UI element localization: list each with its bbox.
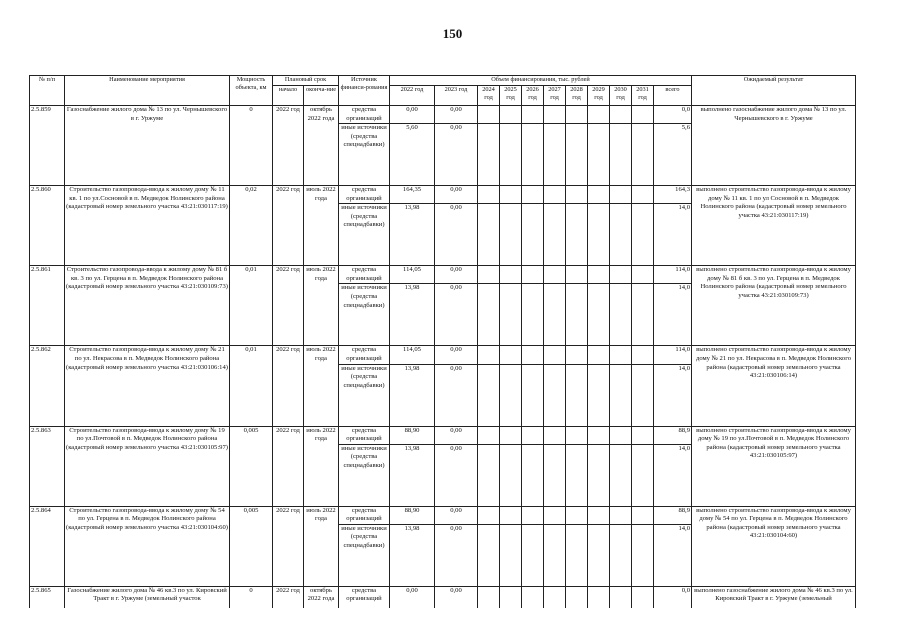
amount-empty (610, 204, 632, 266)
header-result: Ожидаемый результат (692, 76, 856, 106)
item-capacity: 0,02 (230, 186, 273, 266)
amount-empty (544, 106, 566, 124)
item-number: 2.5.864 (30, 506, 65, 586)
amount-empty (500, 524, 522, 586)
table-row (30, 106, 856, 124)
amount-empty (632, 186, 654, 204)
expected-result: выполнено строительство газопровода-ввода к жилому дому № 81 б кв. 3 по ул. Герцена в п. Медведок Нолинского района (кадастровый номер земельного участка 43:21:030109:73) (692, 266, 856, 346)
amount-2023: 0,00 (435, 524, 478, 586)
amount-total: 0,0 (654, 106, 692, 124)
funding-source: средства организаций (339, 186, 390, 204)
amount-2023: 0,00 (435, 346, 478, 364)
amount-empty (500, 364, 522, 426)
funding-source: средства организаций (339, 586, 390, 608)
amount-empty (632, 524, 654, 586)
amount-empty (478, 284, 500, 346)
funding-source: иные источники (средства спецнадбавки) (339, 124, 390, 186)
header-num: № п/п (30, 76, 65, 106)
item-number: 2.5.860 (30, 186, 65, 266)
amount-empty (588, 186, 610, 204)
amount-empty (478, 186, 500, 204)
funding-source: средства организаций (339, 426, 390, 444)
amount-empty (566, 586, 588, 608)
amount-2023: 0,00 (435, 186, 478, 204)
amount-empty (500, 186, 522, 204)
expected-result: выполнено газоснабжение жилого дома № 46 кв.3 по ул. Кировский Тракт в г. Уржуме (земельный (692, 586, 856, 608)
item-name: Газоснабжение жилого дома № 46 кв.3 по ул. Кировский Тракт в г. Уржуме (земельный участок (65, 586, 230, 608)
amount-empty (566, 346, 588, 364)
amount-empty (588, 426, 610, 444)
item-name: Газоснабжение жилого дома № 13 по ул. Чернышевского в г. Уржуме (65, 106, 230, 186)
page-number: 150 (442, 26, 463, 41)
amount-total: 114,0 (654, 266, 692, 284)
amount-empty (544, 506, 566, 524)
amount-total: 88,9 (654, 426, 692, 444)
item-name: Строительство газопровода-ввода к жилому дому № 54 по ул. Герцена в п. Медведок Нолинского района (кадастровый номер земельного участка 43:21:030104:60) (65, 506, 230, 586)
item-start: 2022 год (273, 186, 304, 266)
funding-source: средства организаций (339, 266, 390, 284)
amount-empty (544, 186, 566, 204)
item-name: Строительство газопровода-ввода к жилому дому № 21 по ул. Некрасова в п. Медведок Нолинского района (кадастровый номер земельного участка 43:21:030106:14) (65, 346, 230, 426)
amount-empty (632, 426, 654, 444)
table-row (30, 506, 856, 524)
amount-empty (632, 346, 654, 364)
amount-empty (566, 364, 588, 426)
header-planned-term: Плановый срок (273, 76, 339, 86)
amount-2023: 0,00 (435, 586, 478, 608)
amount-empty (632, 204, 654, 266)
amount-2023: 0,00 (435, 364, 478, 426)
item-capacity: 0,01 (230, 266, 273, 346)
amount-empty (632, 266, 654, 284)
header-year: 2028 год (566, 86, 588, 106)
header-end: оконча-ние (304, 86, 339, 106)
header-name: Наименование мероприятия (65, 76, 230, 106)
amount-total: 14,0 (654, 284, 692, 346)
amount-empty (544, 346, 566, 364)
funding-source: иные источники (средства спецнадбавки) (339, 444, 390, 506)
item-capacity: 0 (230, 586, 273, 608)
amount-empty (500, 586, 522, 608)
amount-empty (478, 364, 500, 426)
amount-empty (500, 444, 522, 506)
amount-empty (522, 284, 544, 346)
item-capacity: 0,005 (230, 506, 273, 586)
item-start: 2022 год (273, 506, 304, 586)
item-end: июль 2022 года (304, 346, 339, 426)
amount-2023: 0,00 (435, 506, 478, 524)
header-year: 2031 год (632, 86, 654, 106)
amount-empty (566, 426, 588, 444)
header-year: 2027 год (544, 86, 566, 106)
table-row (30, 586, 856, 608)
amount-empty (566, 266, 588, 284)
table-row (30, 186, 856, 204)
amount-empty (632, 364, 654, 426)
amount-empty (544, 204, 566, 266)
amount-empty (478, 266, 500, 284)
header-year: 2024 год (478, 86, 500, 106)
amount-empty (610, 106, 632, 124)
amount-empty (522, 106, 544, 124)
amount-empty (500, 266, 522, 284)
amount-empty (610, 266, 632, 284)
amount-empty (588, 124, 610, 186)
amount-total: 164,3 (654, 186, 692, 204)
amount-empty (500, 124, 522, 186)
amount-empty (632, 106, 654, 124)
header-funding-group: Объем финансирования, тыс. рублей (390, 76, 692, 86)
item-start: 2022 год (273, 106, 304, 186)
amount-empty (522, 524, 544, 586)
amount-empty (500, 506, 522, 524)
amount-empty (544, 364, 566, 426)
amount-empty (522, 346, 544, 364)
amount-empty (478, 444, 500, 506)
amount-empty (544, 284, 566, 346)
amount-empty (588, 106, 610, 124)
amount-empty (478, 124, 500, 186)
table-body (30, 106, 856, 609)
amount-empty (478, 204, 500, 266)
item-start: 2022 год (273, 346, 304, 426)
amount-empty (610, 346, 632, 364)
amount-total: 114,0 (654, 346, 692, 364)
amount-total: 14,0 (654, 524, 692, 586)
amount-empty (478, 586, 500, 608)
funding-source: иные источники (средства спецнадбавки) (339, 204, 390, 266)
amount-empty (566, 506, 588, 524)
expected-result: выполнено строительство газопровода-ввода к жилому дому № 21 по ул. Некрасова в п. Медведок Нолинского района (кадастровый номер земельного участка 43:21:030106:14) (692, 346, 856, 426)
item-end: июль 2022 года (304, 186, 339, 266)
amount-empty (522, 586, 544, 608)
amount-2023: 0,00 (435, 266, 478, 284)
funding-source: иные источники (средства спецнадбавки) (339, 524, 390, 586)
amount-empty (522, 204, 544, 266)
amount-empty (522, 266, 544, 284)
item-end: июль 2022 года (304, 506, 339, 586)
amount-empty (500, 346, 522, 364)
expected-result: выполнено строительство газопровода-ввода к жилому дому № 11 кв. 1 по ул Сосновой в п. Медведок Нолинского района (кадастровый номер земельного участка 43:21:030117:19) (692, 186, 856, 266)
amount-empty (610, 124, 632, 186)
amount-2022: 114,05 (390, 266, 435, 284)
amount-2022: 164,35 (390, 186, 435, 204)
amount-total: 14,0 (654, 444, 692, 506)
header-year: 2030 год (610, 86, 632, 106)
table-row (30, 426, 856, 444)
amount-2022: 88,90 (390, 506, 435, 524)
amount-empty (566, 284, 588, 346)
amount-2022: 13,98 (390, 284, 435, 346)
amount-empty (522, 444, 544, 506)
header-source: Источник финанси-рования (339, 76, 390, 106)
amount-empty (500, 106, 522, 124)
table-row (30, 346, 856, 364)
header-start: начало (273, 86, 304, 106)
amount-empty (588, 364, 610, 426)
amount-empty (588, 444, 610, 506)
amount-empty (478, 426, 500, 444)
item-name: Строительство газопровода-ввода к жилому дому № 81 б кв. 3 по ул. Герцена в п. Медведок Нолинского района (кадастровый номер земельного участка 43:21:030109:73) (65, 266, 230, 346)
amount-empty (478, 346, 500, 364)
amount-2023: 0,00 (435, 204, 478, 266)
header-year: 2023 год (435, 86, 478, 106)
amount-2022: 0,00 (390, 586, 435, 608)
amount-empty (478, 106, 500, 124)
amount-empty (500, 426, 522, 444)
amount-empty (610, 364, 632, 426)
amount-empty (478, 506, 500, 524)
item-number: 2.5.859 (30, 106, 65, 186)
amount-empty (632, 284, 654, 346)
amount-empty (544, 444, 566, 506)
amount-2022: 13,98 (390, 444, 435, 506)
amount-empty (566, 204, 588, 266)
amount-empty (566, 106, 588, 124)
header-year: 2022 год (390, 86, 435, 106)
funding-source: средства организаций (339, 346, 390, 364)
amount-empty (610, 284, 632, 346)
item-number: 2.5.861 (30, 266, 65, 346)
amount-empty (610, 426, 632, 444)
item-start: 2022 год (273, 426, 304, 506)
amount-empty (588, 506, 610, 524)
item-name: Строительство газопровода-ввода к жилому дому № 11 кв. 1 по ул.Сосновой в п. Медведок Нолинского района (кадастровый номер земельного участка 43:21:030117:19) (65, 186, 230, 266)
amount-empty (522, 506, 544, 524)
amount-empty (610, 186, 632, 204)
amount-2022: 13,98 (390, 204, 435, 266)
amount-2022: 5,60 (390, 124, 435, 186)
amount-empty (610, 586, 632, 608)
amount-empty (588, 204, 610, 266)
item-capacity: 0,01 (230, 346, 273, 426)
amount-empty (588, 586, 610, 608)
header-capacity: Мощность объекта, км (230, 76, 273, 106)
amount-empty (632, 586, 654, 608)
amount-empty (544, 124, 566, 186)
amount-empty (588, 266, 610, 284)
item-capacity: 0 (230, 106, 273, 186)
amount-2023: 0,00 (435, 106, 478, 124)
amount-empty (566, 186, 588, 204)
item-name: Строительство газопровода-ввода к жилому дому № 19 по ул.Почтовой в п. Медведок Нолинского района (кадастровый номер земельного участка 43:21:030105:97) (65, 426, 230, 506)
amount-2022: 88,90 (390, 426, 435, 444)
funding-source: иные источники (средства спецнадбавки) (339, 284, 390, 346)
amount-empty (522, 364, 544, 426)
amount-empty (544, 426, 566, 444)
item-number: 2.5.862 (30, 346, 65, 426)
expected-result: выполнено строительство газопровода-ввода к жилому дому № 54 по ул. Герцена в п. Медведок Нолинского района (кадастровый номер земельного участка 43:21:030104:60) (692, 506, 856, 586)
amount-empty (522, 186, 544, 204)
funding-table (29, 75, 856, 608)
amount-2023: 0,00 (435, 426, 478, 444)
amount-empty (610, 524, 632, 586)
item-start: 2022 год (273, 586, 304, 608)
amount-2022: 13,98 (390, 364, 435, 426)
amount-2023: 0,00 (435, 284, 478, 346)
amount-empty (544, 266, 566, 284)
amount-empty (522, 124, 544, 186)
item-start: 2022 год (273, 266, 304, 346)
amount-total: 88,9 (654, 506, 692, 524)
header-year: 2025 год (500, 86, 522, 106)
header-total: всего (654, 86, 692, 106)
amount-empty (566, 124, 588, 186)
item-end: октябрь 2022 года (304, 106, 339, 186)
funding-source: средства организаций (339, 506, 390, 524)
funding-source: иные источники (средства спецнадбавки) (339, 364, 390, 426)
table-header (30, 76, 856, 106)
amount-2022: 13,98 (390, 524, 435, 586)
item-end: октябрь 2022 года (304, 586, 339, 608)
amount-empty (610, 444, 632, 506)
amount-empty (588, 524, 610, 586)
item-end: июль 2022 года (304, 266, 339, 346)
item-end: июль 2022 года (304, 426, 339, 506)
table-row (30, 266, 856, 284)
amount-empty (566, 444, 588, 506)
amount-empty (632, 444, 654, 506)
amount-2023: 0,00 (435, 124, 478, 186)
amount-empty (610, 506, 632, 524)
amount-empty (566, 524, 588, 586)
amount-empty (522, 426, 544, 444)
item-number: 2.5.865 (30, 586, 65, 608)
amount-total: 14,0 (654, 364, 692, 426)
header-year: 2029 год (588, 86, 610, 106)
amount-total: 14,0 (654, 204, 692, 266)
amount-empty (588, 346, 610, 364)
amount-2022: 0,00 (390, 106, 435, 124)
amount-empty (478, 524, 500, 586)
header-year: 2026 год (522, 86, 544, 106)
amount-total: 5,6 (654, 124, 692, 186)
amount-2022: 114,05 (390, 346, 435, 364)
amount-empty (544, 524, 566, 586)
expected-result: выполнено строительство газопровода-ввода к жилому дому № 19 по ул.Почтовой в п. Медведок Нолинского района (кадастровый номер земельного участка 43:21:030105:97) (692, 426, 856, 506)
amount-empty (500, 284, 522, 346)
amount-empty (632, 124, 654, 186)
amount-empty (544, 586, 566, 608)
item-number: 2.5.863 (30, 426, 65, 506)
expected-result: выполнено газоснабжение жилого дома № 13 по ул. Чернышевского в г. Уржуме (692, 106, 856, 186)
item-capacity: 0,005 (230, 426, 273, 506)
amount-empty (500, 204, 522, 266)
amount-2023: 0,00 (435, 444, 478, 506)
amount-total: 0,0 (654, 586, 692, 608)
funding-source: средства организаций (339, 106, 390, 124)
amount-empty (632, 506, 654, 524)
amount-empty (588, 284, 610, 346)
